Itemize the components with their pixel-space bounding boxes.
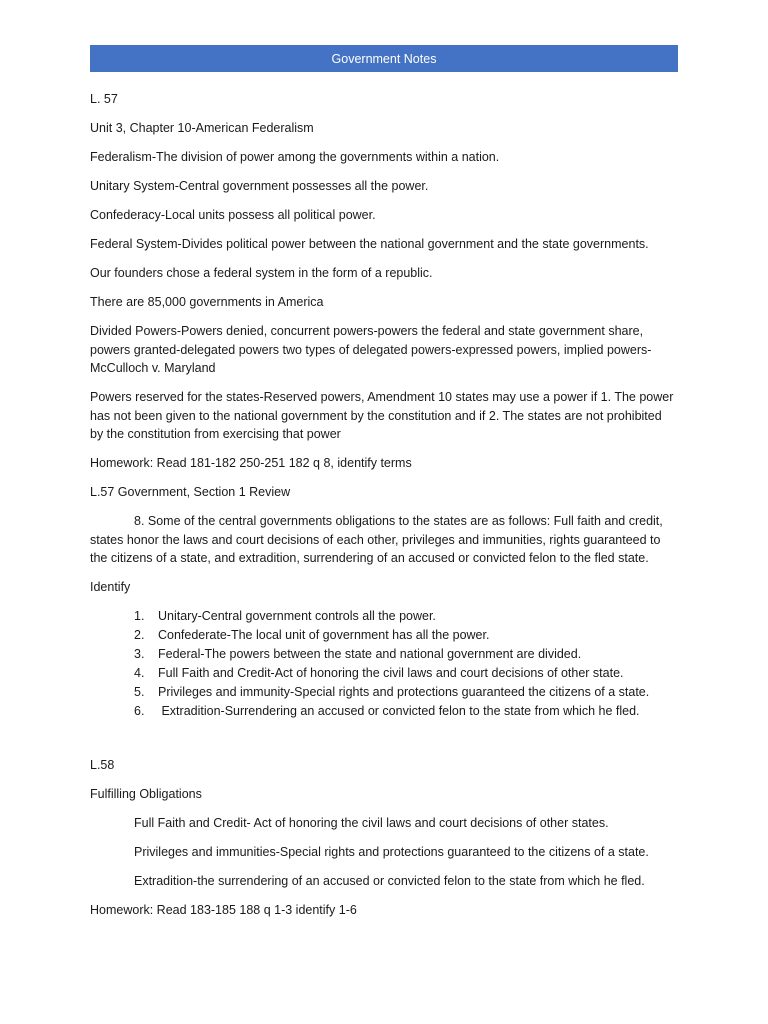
list-item-number: 1. xyxy=(134,609,145,623)
governments-count: There are 85,000 governments in America xyxy=(90,295,324,309)
list-item xyxy=(90,645,678,664)
federalism-definition: Federalism-The division of power among the governments within a nation. xyxy=(90,150,500,164)
lesson-number-58: L.58 xyxy=(90,757,115,772)
list-item-text: Federal-The powers between the state and national government are divided. xyxy=(158,647,582,661)
homework-line: Homework: Read 181-182 250-251 182 q 8, identify terms xyxy=(90,456,412,470)
list-item-number: 5. xyxy=(134,685,145,699)
identify-list xyxy=(90,607,678,721)
list-item-text: Unitary-Central government controls all the power. xyxy=(158,609,436,623)
list-item-text: Privileges and immunity-Special rights and protections guaranteed the citizens of a state. xyxy=(158,685,650,699)
federal-system-definition: Federal System-Divides political power between the national government and the state governments. xyxy=(90,237,649,251)
list-item-number: 6. xyxy=(134,704,145,718)
obligations-heading: Fulfilling Obligations xyxy=(90,786,202,801)
identify-label: Identify xyxy=(90,580,131,594)
reserved-powers-paragraph: Powers reserved for the states-Reserved powers, Amendment 10 states may use a power if 1. The power has not been given to the national government by the constitution and if 2. The states are not prohibited by the constitution from exercising that power xyxy=(90,390,674,441)
list-item xyxy=(90,664,678,683)
homework-line-58: Homework: Read 183-185 188 q 1-3 identify 1-6 xyxy=(90,902,357,917)
list-item xyxy=(90,626,678,645)
unit-heading: Unit 3, Chapter 10-American Federalism xyxy=(90,121,314,135)
unitary-definition: Unitary System-Central government possesses all the power. xyxy=(90,179,429,193)
full-faith-definition: Full Faith and Credit- Act of honoring the civil laws and court decisions of other states. xyxy=(134,815,609,830)
list-item-text: Full Faith and Credit-Act of honoring the civil laws and court decisions of other state. xyxy=(158,666,624,680)
header-title: Government Notes xyxy=(331,51,437,66)
list-item xyxy=(90,607,678,626)
list-item-text: Extradition-Surrendering an accused or convicted felon to the state from which he fled. xyxy=(158,704,640,718)
review-title: L.57 Government, Section 1 Review xyxy=(90,485,291,499)
list-item-text: Confederate-The local unit of government has all the power. xyxy=(158,628,490,642)
divided-powers-paragraph: Divided Powers-Powers denied, concurrent powers-powers the federal and state government share, powers granted-delegated powers two types of delegated powers-expressed powers, implied powers-McCulloch v. Maryland xyxy=(90,324,652,375)
extradition-definition: Extradition-the surrendering of an accused or convicted felon to the state from which he fled. xyxy=(134,873,645,888)
list-item-number: 4. xyxy=(134,666,145,680)
review-question-8: 8. Some of the central governments obligations to the states are as follows: Full faith and credit, states honor the laws and court decisions of each other, privileges and immunities, rights guaranteed to the citizens of a state, and extradition, surrendering of an accused or convicted felon to the fled state. xyxy=(90,514,663,565)
list-item-number: 3. xyxy=(134,647,145,661)
founders-note: Our founders chose a federal system in the form of a republic. xyxy=(90,266,433,280)
list-item-number: 2. xyxy=(134,628,145,642)
list-item xyxy=(90,702,678,721)
document-header xyxy=(90,45,678,72)
confederacy-definition: Confederacy-Local units possess all political power. xyxy=(90,208,376,222)
lesson-number: L. 57 xyxy=(90,92,118,106)
list-item xyxy=(90,683,678,702)
document-page xyxy=(90,45,678,930)
section-spacer xyxy=(90,732,678,756)
privileges-definition: Privileges and immunities-Special rights and protections guaranteed to the citizens of a state. xyxy=(134,844,649,859)
